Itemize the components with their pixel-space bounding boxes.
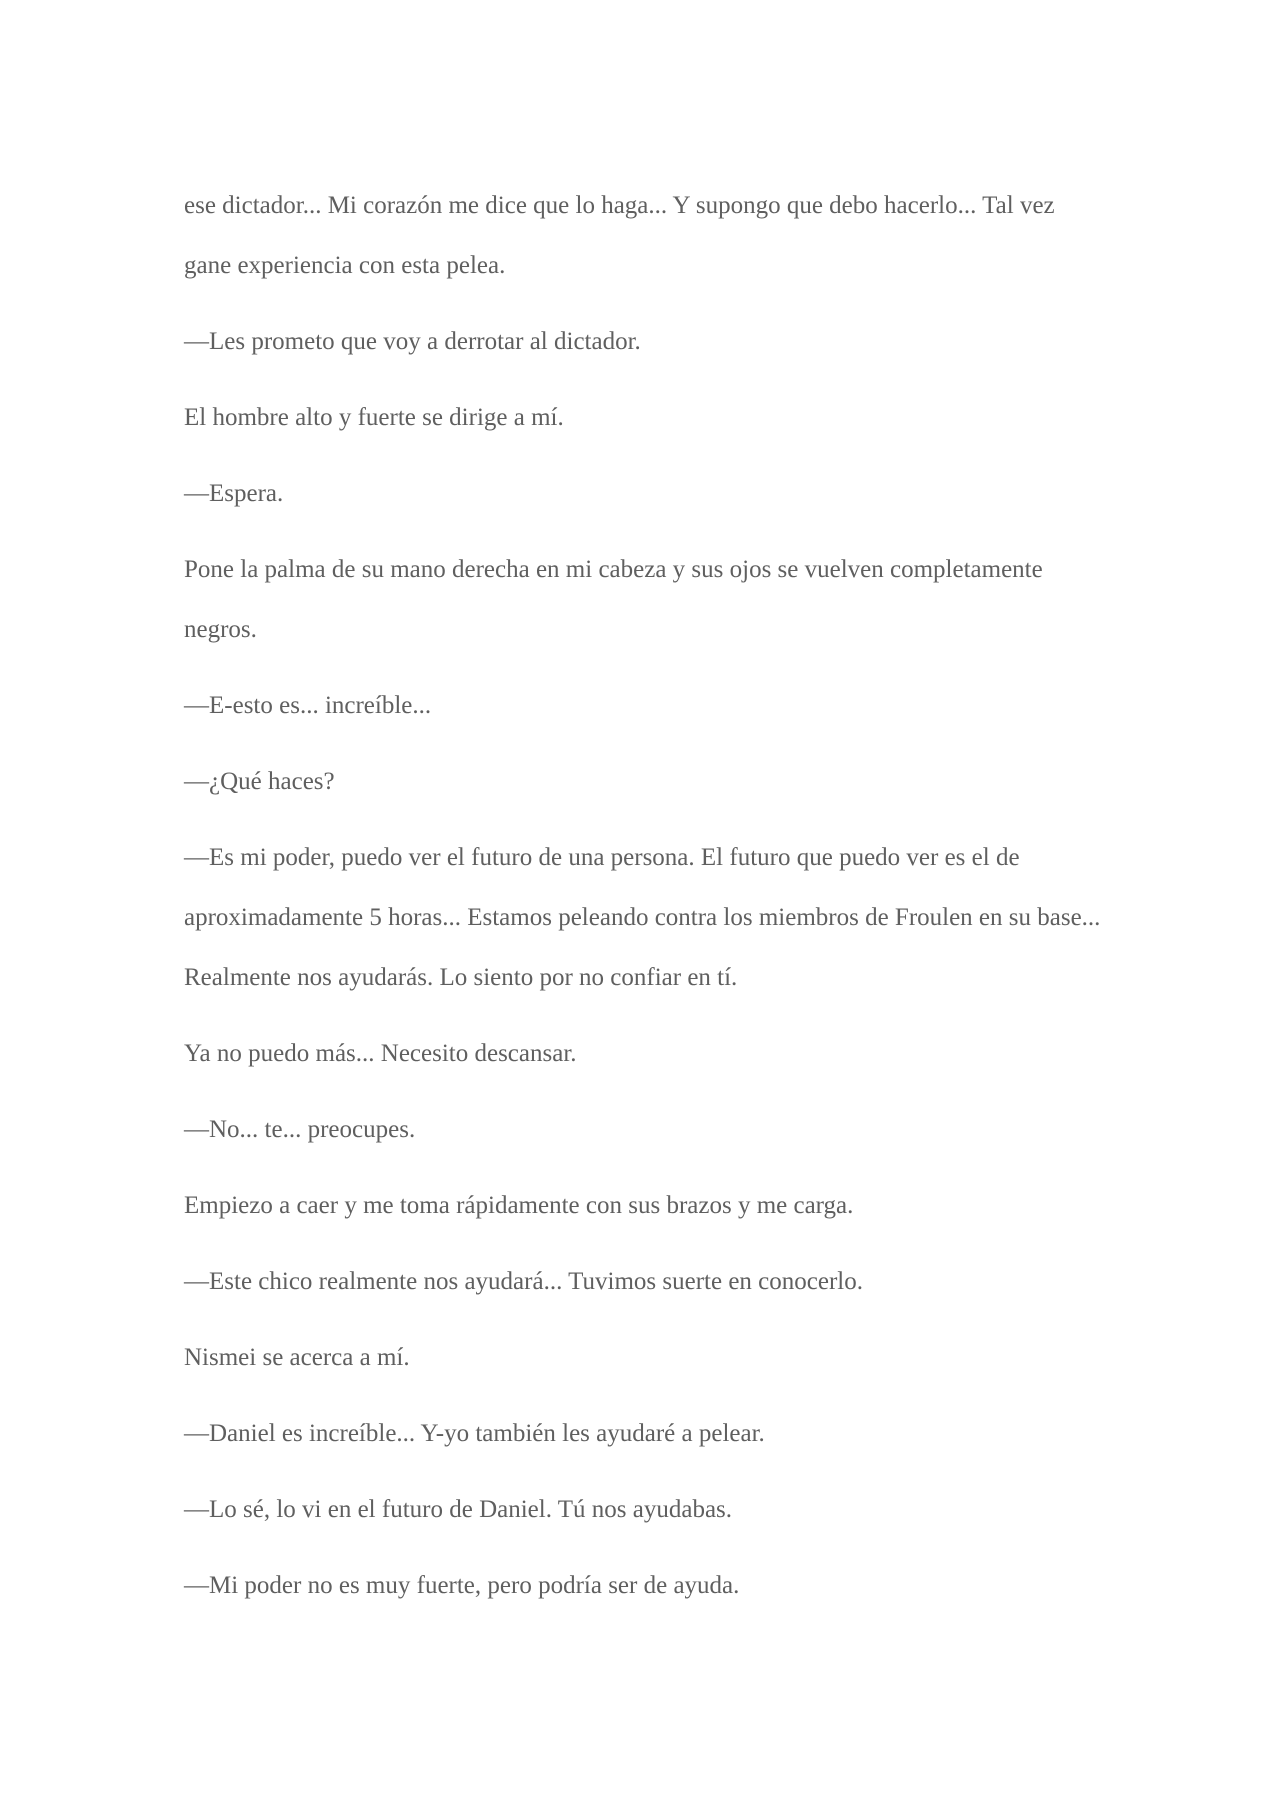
paragraph: Pone la palma de su mano derecha en mi cabeza y sus ojos se vuelven completamente negros.: [184, 556, 1043, 643]
paragraph: —Lo sé, lo vi en el futuro de Daniel. Tú nos ayudabas.: [184, 1496, 733, 1523]
paragraph: ese dictador... Mi corazón me dice que lo haga... Y supongo que debo hacerlo... Tal vez gane experiencia con esta pelea.: [184, 192, 1055, 279]
paragraph: —Es mi poder, puedo ver el futuro de una persona. El futuro que puedo ver es el de aproximadamente 5 horas... Estamos peleando contra los miembros de Froulen en su base... Realmente nos ayudarás. Lo siento por no confiar en tí.: [184, 844, 1101, 991]
paragraph: Nismei se acerca a mí.: [184, 1344, 410, 1371]
paragraph: Empiezo a caer y me toma rápidamente con sus brazos y me carga.: [184, 1192, 854, 1219]
paragraph: —Espera.: [184, 480, 284, 507]
paragraph: —E-esto es... increíble...: [184, 692, 432, 719]
paragraph: Ya no puedo más... Necesito descansar.: [184, 1040, 577, 1067]
paragraph: —Mi poder no es muy fuerte, pero podría ser de ayuda.: [184, 1572, 740, 1599]
paragraph: —No... te... preocupes.: [184, 1116, 416, 1143]
paragraph: El hombre alto y fuerte se dirige a mí.: [184, 404, 564, 431]
paragraph: —¿Qué haces?: [184, 768, 335, 795]
paragraph: —Les prometo que voy a derrotar al dictador.: [184, 328, 641, 355]
paragraph: —Este chico realmente nos ayudará... Tuvimos suerte en conocerlo.: [184, 1268, 863, 1295]
paragraph: —Daniel es increíble... Y-yo también les ayudaré a pelear.: [184, 1420, 765, 1447]
document-body: [184, 176, 1104, 1632]
